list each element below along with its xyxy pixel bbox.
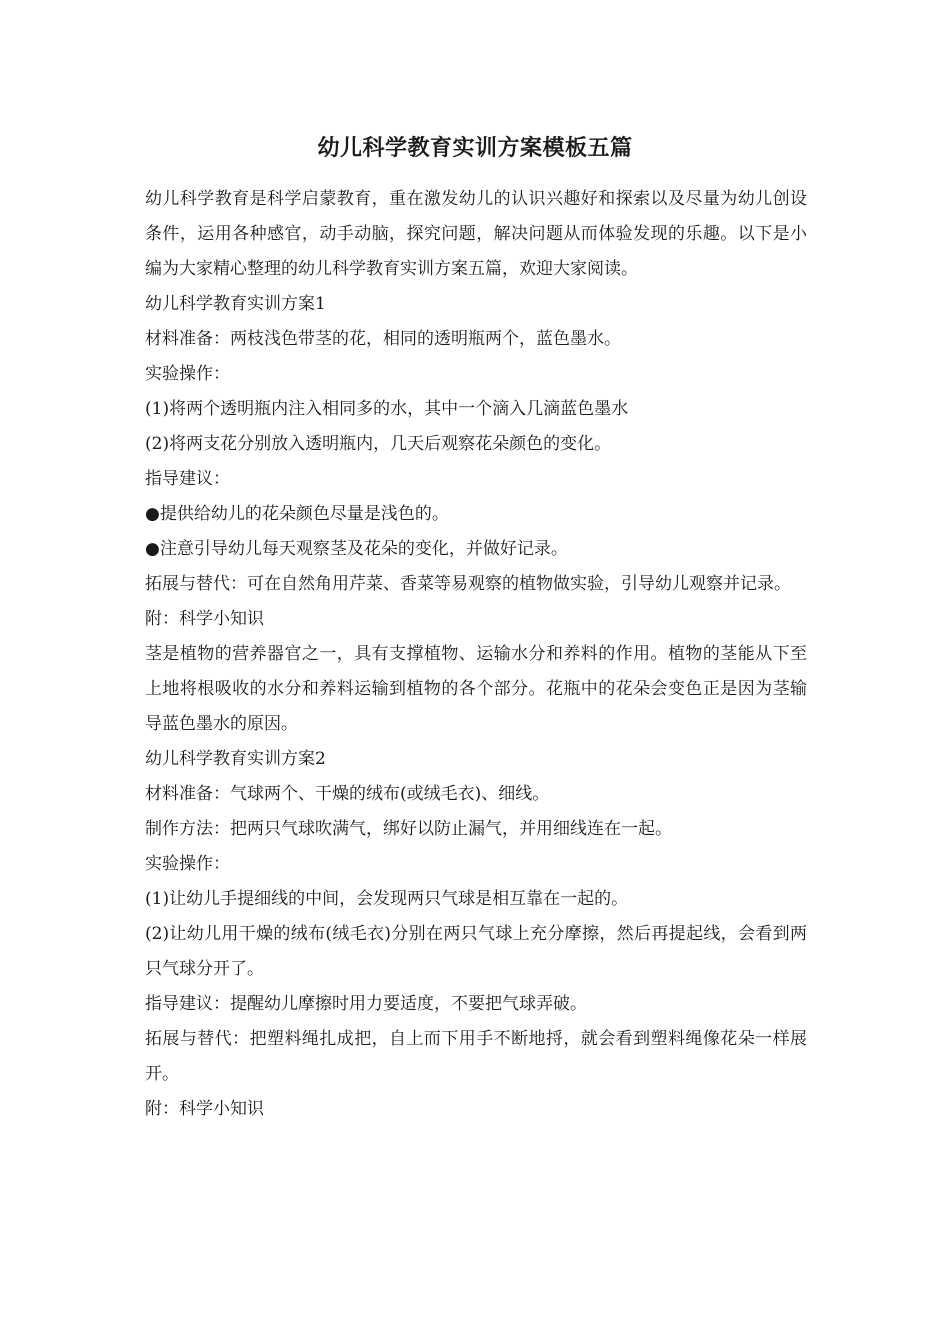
guidance-heading: 指导建议： <box>145 469 230 489</box>
science-note-heading: 附：科学小知识 <box>145 609 264 629</box>
section-heading-plan-1: 幼儿科学教育实训方案1 <box>145 294 326 314</box>
bullet-paragraph: ●注意引导幼儿每天观察茎及花朵的变化，并做好记录。 <box>145 539 568 559</box>
section-heading-plan-2: 幼儿科学教育实训方案2 <box>145 749 326 769</box>
science-note-heading: 附：科学小知识 <box>145 1099 264 1119</box>
step-paragraph: (1)让幼儿手提细线的中间，会发现两只气球是相互靠在一起的。 <box>145 889 629 909</box>
experiment-heading: 实验操作： <box>145 364 230 384</box>
guidance-paragraph: 指导建议：提醒幼儿摩擦时用力要适度，不要把气球弄破。 <box>145 994 587 1014</box>
method-paragraph: 制作方法：把两只气球吹满气，绑好以防止漏气，并用细线连在一起。 <box>145 819 672 839</box>
step-paragraph: (2)让幼儿用干燥的绒布(绒毛衣)分别在两只气球上充分摩擦，然后再提起线，会看到两只气球分开了。 <box>145 924 807 979</box>
bullet-paragraph: ●提供给幼儿的花朵颜色尽量是浅色的。 <box>145 504 449 524</box>
document-body <box>145 182 807 1127</box>
document-title: 幼儿科学教育实训方案模板五篇 <box>317 135 633 161</box>
science-note-paragraph: 茎是植物的营养器官之一，具有支撑植物、运输水分和养料的作用。植物的茎能从下至上地将根吸收的水分和养料运输到植物的各个部分。花瓶中的花朵会变色正是因为茎输导蓝色墨水的原因。 <box>145 644 807 734</box>
extension-paragraph: 拓展与替代：可在自然角用芹菜、香菜等易观察的植物做实验，引导幼儿观察并记录。 <box>145 574 791 594</box>
step-paragraph: (1)将两个透明瓶内注入相同多的水，其中一个滴入几滴蓝色墨水 <box>145 399 629 419</box>
step-paragraph: (2)将两支花分别放入透明瓶内，几天后观察花朵颜色的变化。 <box>145 434 612 454</box>
intro-paragraph: 幼儿科学教育是科学启蒙教育，重在激发幼儿的认识兴趣好和探索以及尽量为幼儿创设条件，运用各种感官，动手动脑，探究问题，解决问题从而体验发现的乐趣。以下是小编为大家精心整理的幼儿科学教育实训方案五篇，欢迎大家阅读。 <box>145 189 807 279</box>
materials-paragraph: 材料准备：气球两个、干燥的绒布(或绒毛衣)、细线。 <box>145 784 550 804</box>
materials-paragraph: 材料准备：两枝浅色带茎的花，相同的透明瓶两个，蓝色墨水。 <box>145 329 621 349</box>
experiment-heading: 实验操作： <box>145 854 230 874</box>
extension-paragraph: 拓展与替代：把塑料绳扎成把，自上而下用手不断地捋，就会看到塑料绳像花朵一样展开。 <box>145 1029 807 1084</box>
